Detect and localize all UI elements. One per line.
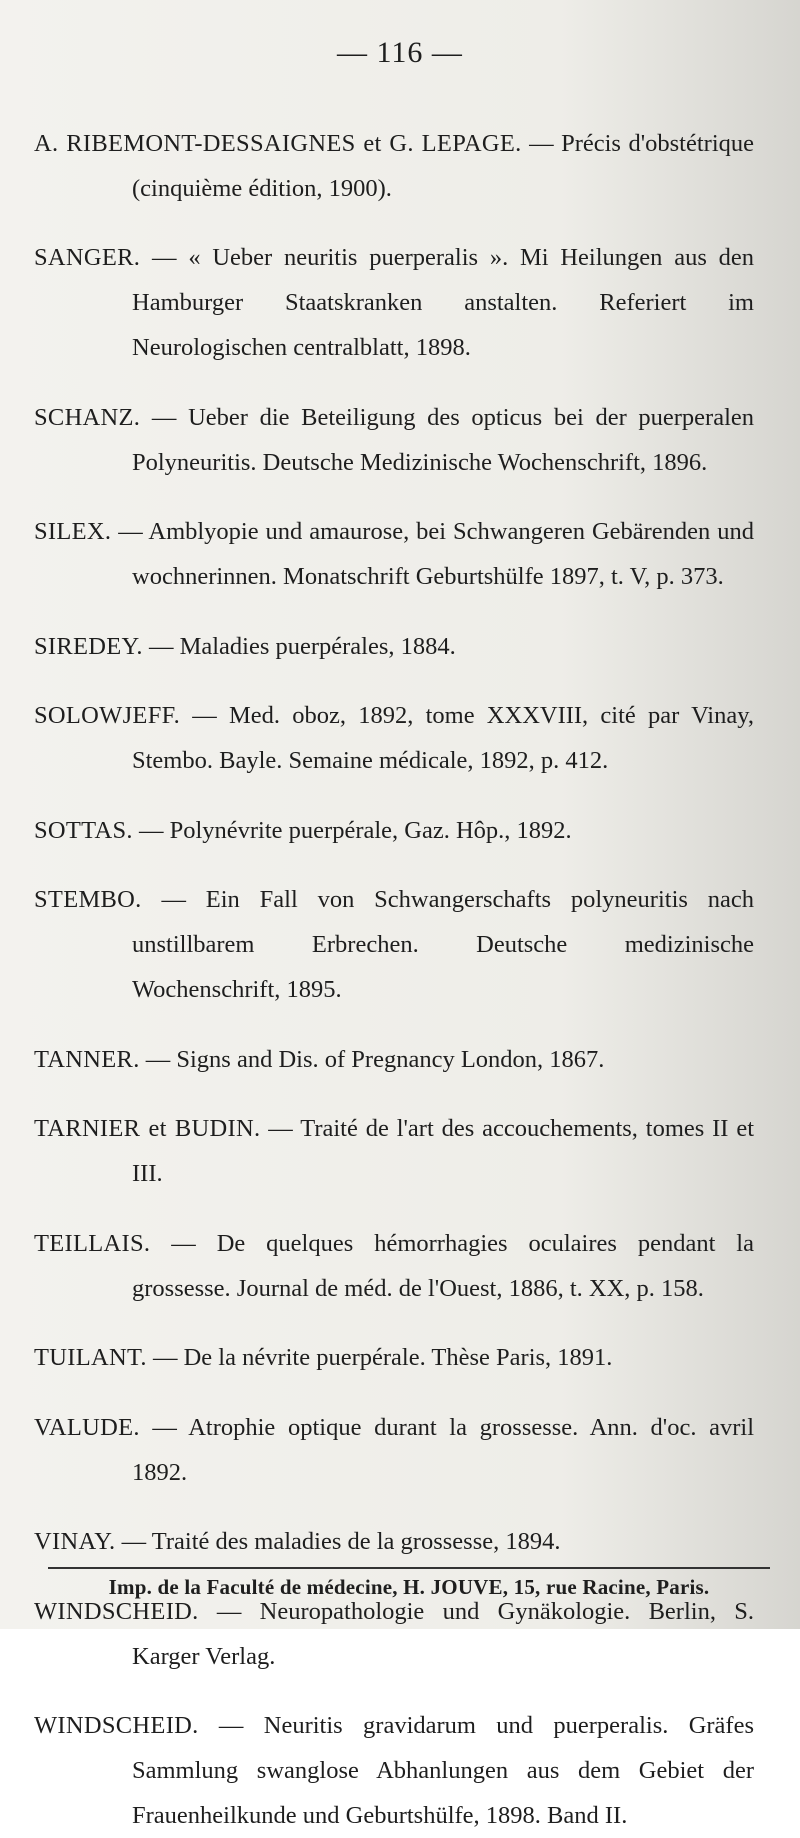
entry-text: Med. oboz, 1892, tome XXXVIII, cité par Vinay, Stembo. Bayle. Semaine médicale, 1892, p. 412. (132, 702, 755, 774)
entry-author: VALUDE. (34, 1413, 140, 1441)
bibliography-entry (34, 1519, 754, 1564)
entry-separator: — (140, 403, 189, 431)
entry-separator: — (260, 1115, 301, 1142)
entry-separator: — (139, 1045, 177, 1073)
entry-separator: — (132, 816, 170, 844)
entry-text: Ein Fall von Schwangerschafts polyneuritis nach unstillbarem Erbrechen. Deutsche medizinische Wochenschrift, 1895. (132, 886, 754, 1003)
bibliography-entry (34, 509, 754, 599)
entry-text: Traité de l'art des accouchements, tomes II et III. (132, 1115, 755, 1187)
entry-text: De la névrite puerpérale. Thèse Paris, 1891. (183, 1344, 613, 1371)
bibliography-entry (34, 877, 754, 1012)
bibliography-entry (34, 121, 754, 211)
entry-author: TEILLAIS. (34, 1229, 151, 1257)
entry-text: Signs and Dis. of Pregnancy London, 1867. (176, 1045, 605, 1073)
bibliography-entry (34, 808, 754, 853)
entry-author: TUILANT. (34, 1344, 147, 1371)
entry-separator: — (139, 1413, 189, 1441)
entry-text: Ueber die Beteiligung des opticus bei der puerperalen Polyneuritis. Deutsche Medizinische Wochenschrift, 1896. (132, 403, 754, 476)
entry-author: STEMBO. (34, 886, 142, 913)
bibliography-entry (34, 1703, 754, 1838)
footer-rule (48, 1567, 770, 1569)
entry-text: Précis d'obstétrique (cinquième édition, 1900). (132, 129, 755, 202)
entry-author: TARNIER et BUDIN. (34, 1115, 261, 1142)
entry-author: SILEX. (34, 518, 112, 545)
bibliography-entry (34, 1106, 754, 1196)
bibliography-entry (34, 624, 754, 669)
entry-text: Neuropathologie und Gynäkologie. Berlin, S. Karger Verlag. (132, 1597, 754, 1670)
entry-separator: — (140, 244, 189, 271)
bibliography-entry (34, 1405, 754, 1495)
entry-separator: — (198, 1712, 264, 1739)
entry-author: SCHANZ. (34, 403, 141, 431)
entry-author: WINDSCHEID. (34, 1712, 199, 1739)
entry-separator: — (198, 1597, 260, 1625)
bibliography-entry (34, 1589, 754, 1679)
entry-separator: — (146, 1344, 184, 1371)
printer-imprint: Imp. de la Faculté de médecine, H. JOUVE, 15, rue Racine, Paris. (108, 1575, 710, 1599)
entry-separator: — (141, 886, 206, 913)
entry-separator: — (180, 702, 229, 729)
entry-author: SIREDEY. (34, 632, 143, 660)
entry-text: Atrophie optique durant la grossesse. Ann. d'oc. avril 1892. (132, 1413, 754, 1486)
entry-author: A. RIBEMONT-DESSAIGNES et G. LEPAGE. (34, 129, 522, 157)
bibliography-entry (34, 1335, 754, 1380)
bibliography-entry (34, 693, 754, 783)
page-number: — 116 — (337, 36, 463, 69)
entry-text: Traité des maladies de la grossesse, 1894. (151, 1528, 561, 1555)
entry-author: SOLOWJEFF. (34, 702, 181, 729)
entry-text: Neuritis gravidarum und puerperalis. Gräfes Sammlung swanglose Abhanlungen aus dem Gebiet der Frauenheilkunde und Geburtshülfe, 1898. Band II. (132, 1712, 754, 1829)
bibliography-entry (34, 1221, 754, 1311)
entry-author: VINAY. (34, 1528, 116, 1555)
entry-separator: — (142, 632, 180, 660)
bibliography-entry (34, 235, 754, 370)
entry-text: « Ueber neuritis puerperalis ». Mi Heilungen aus den Hamburger Staatskranken anstalten. Referiert im Neurologischen centralblatt, 1898. (132, 244, 755, 361)
entry-author: SOTTAS. (34, 816, 133, 844)
entry-separator: — (111, 518, 149, 545)
entry-author: SANGER. (34, 244, 141, 271)
entry-text: Maladies puerpérales, 1884. (179, 632, 456, 660)
entry-separator: — (150, 1229, 217, 1257)
entry-text: Amblyopie und amaurose, bei Schwangeren Gebärenden und wochnerinnen. Monatschrift Geburtshülfe 1897, t. V, p. 373. (132, 518, 754, 590)
entry-text: Polynévrite puerpérale, Gaz. Hôp., 1892. (169, 816, 572, 844)
entry-separator: — (115, 1528, 152, 1555)
bibliography-entry (34, 395, 754, 485)
entry-separator: — (521, 129, 562, 157)
bibliography-entry (34, 1037, 754, 1082)
entry-author: WINDSCHEID. (34, 1597, 199, 1625)
entry-author: TANNER. (34, 1045, 140, 1073)
entry-text: De quelques hémorrhagies oculaires pendant la grossesse. Journal de méd. de l'Ouest, 1886, t. XX, p. 158. (132, 1229, 754, 1302)
